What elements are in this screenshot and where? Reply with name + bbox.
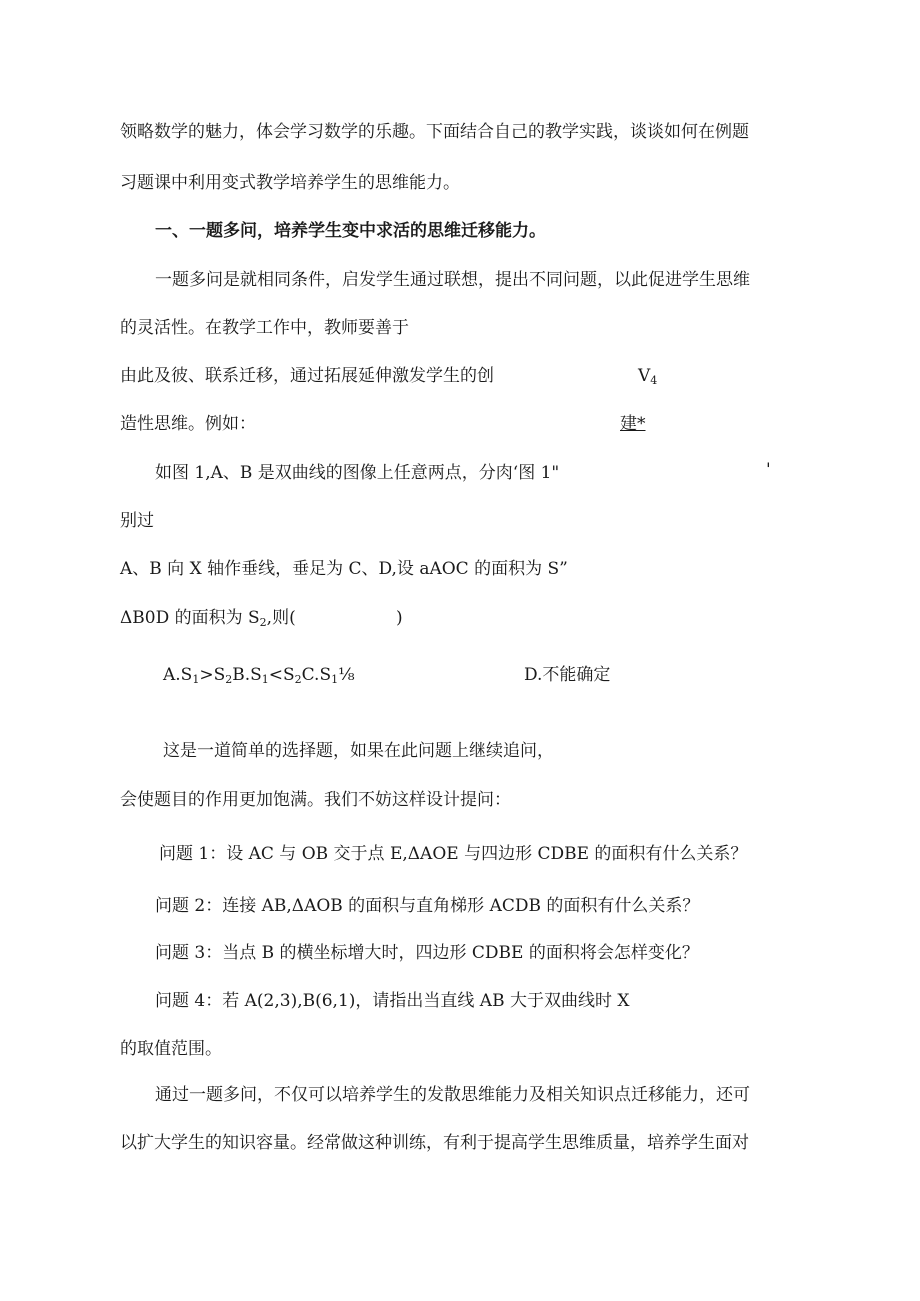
para2-line2: 的灵活性。在教学工作中，教师要善于 <box>120 318 409 338</box>
para3-line2: 会使题目的作用更加饱满。我们不妨这样设计提问： <box>120 790 511 810</box>
choice-option-d: D.不能确定 <box>524 665 611 685</box>
problem-line4: ΔB0D 的面积为 $S_2$,则( <box>120 608 296 629</box>
problem-line2: 别过 <box>120 511 154 531</box>
section-heading: 一、一题多问，培养学生变中求活的思维迁移能力。 <box>155 221 546 241</box>
para4-line2: 以扩大学生的知识容量。经常做这种训练，有利于提高学生思维质量，培养学生面对 <box>120 1133 749 1153</box>
para3-line1: 这是一道简单的选择题，如果在此问题上继续追问， <box>163 741 554 761</box>
choice-options-abc: $A.S_1>S_2B.S_1<S_2C.S_1\frac{1}{8}$ <box>163 665 355 686</box>
question-1: 问题 1：设 AC 与 OB 交于点 E,ΔAOE 与四边形 CDBE 的面积有什么关系？ <box>159 844 748 864</box>
figure-label-jian: 建* <box>620 414 646 434</box>
para2-line3: 由此及彼、联系迁移，通过拓展延伸激发学生的创 <box>120 366 494 386</box>
question-2: 问题 2：连接 AB,ΔAOB 的面积与直角梯形 ACDB 的面积有什么关系？ <box>155 896 700 916</box>
question-4-continued: 的取值范围。 <box>120 1039 222 1059</box>
para4-line1: 通过一题多问，不仅可以培养学生的发散思维能力及相关知识点迁移能力，还可 <box>155 1085 750 1105</box>
question-3: 问题 3：当点 B 的横坐标增大时，四边形 CDBE 的面积将会怎样变化？ <box>155 943 699 963</box>
figure-label-v4: $V_4$ <box>638 366 658 387</box>
para2-line1: 一题多问是就相同条件，启发学生通过联想，提出不同问题，以此促进学生思维 <box>155 270 750 290</box>
problem-line1: 如图 1,A、B 是双曲线的图像上任意两点，分肉‘图 1" <box>155 463 560 483</box>
para1-line1: 领略数学的魅力，体会学习数学的乐趣。下面结合自己的教学实践，谈谈如何在例题 <box>120 122 749 142</box>
figure-mark: ' <box>766 460 771 480</box>
problem-line3: A、B 向 X 轴作垂线，垂足为 C、D,设 aAOC 的面积为 S” <box>120 559 568 579</box>
para2-line4: 造性思维。例如： <box>120 414 256 434</box>
answer-blank-close: ) <box>396 608 403 628</box>
question-4: 问题 4：若 A(2,3),B(6,1)，请指出当直线 AB 大于双曲线时 X <box>155 991 630 1011</box>
para1-line2: 习题课中利用变式教学培养学生的思维能力。 <box>120 173 460 193</box>
